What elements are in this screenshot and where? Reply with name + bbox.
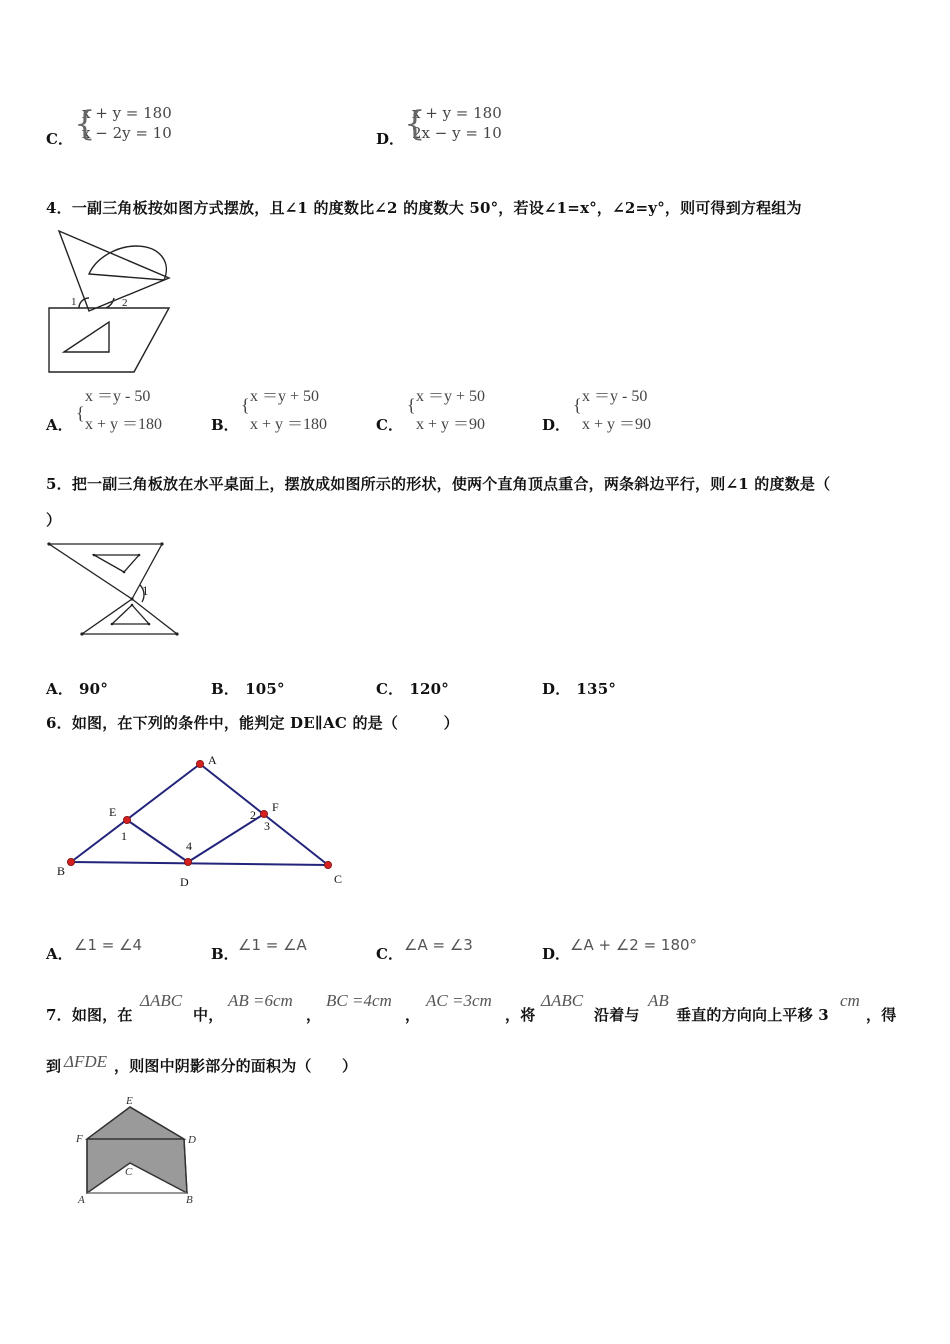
- brace-icon: {: [404, 104, 426, 144]
- q7-text-line2b: ，则图中阴影部分的面积为（ ）: [114, 1057, 358, 1075]
- q3-option-c-equations: { x + y = 180 x − 2y = 10: [74, 104, 172, 144]
- q7-ac-length: AC =3cm: [426, 991, 492, 1010]
- triangle-cutout: [64, 322, 109, 352]
- q5-text-line1: 5．把一副三角板放在水平桌面上，摆放成如图所示的形状，使两个直角顶点重合，两条斜边平行，则∠1 的度数是（: [46, 475, 831, 493]
- q5-text-line2: ）: [46, 511, 62, 529]
- q4-option-a-label: A．: [46, 416, 73, 434]
- q7-text-part5: 垂直的方向向上平移 3: [676, 1006, 829, 1024]
- q7-text-part6: ，得: [866, 1006, 897, 1024]
- q4-option-a-equations: { x ＝y - 50 x + y ＝180: [76, 388, 163, 433]
- q7-triangle-fde: ΔFDE: [64, 1052, 108, 1071]
- q6-option-b-value: ∠1 = ∠A: [238, 936, 307, 954]
- segment-ed: [127, 820, 188, 862]
- segment-ba: [71, 764, 200, 862]
- q6-option-d: D．: [542, 945, 571, 963]
- q7-ab-length: AB =6cm: [228, 991, 293, 1010]
- point-d-label: D: [180, 875, 189, 889]
- q6-option-c-value: ∠A = ∠3: [404, 936, 473, 954]
- angle-1-label: 1: [121, 829, 127, 843]
- lower-set-square: [82, 599, 177, 634]
- q7-comma-1: ，: [306, 1006, 322, 1024]
- q5-option-a: A． 90°: [46, 680, 109, 698]
- q7-text-line2a: 到: [46, 1057, 62, 1075]
- upper-cutout: [94, 555, 139, 572]
- brace-icon: {: [76, 403, 85, 423]
- protractor-cutout: [89, 246, 166, 280]
- q6-option-a-value: ∠1 = ∠4: [74, 936, 143, 954]
- q5-figure: [44, 537, 184, 639]
- point-b-label: B: [57, 864, 66, 878]
- q5-option-d: D． 135°: [542, 680, 617, 698]
- point-c-label: C: [125, 1166, 133, 1178]
- point-d-label: D: [188, 1134, 196, 1146]
- brace-icon: {: [241, 395, 250, 415]
- shaded-region: [87, 1107, 187, 1193]
- q7-text-part1: 7．如图，在: [46, 1006, 133, 1024]
- angle-1-label: 1: [142, 583, 149, 598]
- q6-option-c: C．: [376, 945, 403, 963]
- angle-1-label: 1: [71, 296, 77, 308]
- point-c-label: C: [334, 872, 343, 886]
- q3-option-d-label: D．: [376, 130, 405, 148]
- brace-icon: {: [573, 395, 582, 415]
- q7-comma-2: ，: [405, 1006, 421, 1024]
- q7-text-part3: ，将: [505, 1006, 536, 1024]
- point-f-label: F: [272, 800, 279, 814]
- q4-option-c-equations: { x ＝y + 50 x + y ＝90: [407, 388, 486, 433]
- q7-triangle-abc-2: ΔABC: [541, 991, 584, 1010]
- q4-option-d-equations: { x ＝y - 50 x + y ＝90: [573, 388, 652, 433]
- angle-2-label: 2: [250, 808, 256, 822]
- q7-bc-length: BC =4cm: [326, 991, 392, 1010]
- angle-4-label: 4: [186, 839, 192, 853]
- q6-text: 6．如图，在下列的条件中，能判定 DE∥AC 的是（ ）: [46, 714, 459, 732]
- point-a-label: A: [208, 753, 217, 767]
- q6-option-b: B．: [211, 945, 239, 963]
- q4-option-b-label: B．: [211, 416, 239, 434]
- q5-option-c: C． 120°: [376, 680, 449, 698]
- q6-option-d-value: ∠A + ∠2 = 180°: [570, 936, 698, 954]
- q7-ab-label: AB: [648, 991, 669, 1010]
- q7-triangle-abc: ΔABC: [140, 991, 183, 1010]
- q4-figure: [44, 226, 174, 378]
- q3-option-d-equations: { x + y = 180 2x − y = 10: [404, 104, 502, 144]
- q3-option-c-label: C．: [46, 130, 73, 148]
- q7-figure: [72, 1093, 207, 1211]
- segment-bc: [71, 862, 328, 865]
- q7-text-part4: 沿着与: [594, 1006, 640, 1024]
- angle-3-label: 3: [264, 819, 270, 833]
- q4-option-b-equations: { x ＝y + 50 x + y ＝180: [241, 388, 328, 433]
- q6-option-a: A．: [46, 945, 73, 963]
- q6-figure: [50, 750, 360, 895]
- q4-option-d-label: D．: [542, 416, 571, 434]
- q4-text: 4．一副三角板按如图方式摆放，且∠1 的度数比∠2 的度数大 50°，若设∠1=x°，∠2=y°，则可得到方程组为: [46, 199, 802, 217]
- q5-option-b: B． 105°: [211, 680, 285, 698]
- brace-icon: {: [74, 104, 96, 144]
- angle-2-label: 2: [122, 297, 128, 309]
- q7-cm-unit: cm: [840, 991, 860, 1010]
- q7-text-part2: 中，: [193, 1006, 224, 1024]
- brace-icon: {: [407, 395, 416, 415]
- point-b-label: B: [186, 1194, 193, 1206]
- point-a-label: A: [78, 1194, 85, 1206]
- point-e-label: E: [126, 1095, 133, 1107]
- q4-option-c-label: C．: [376, 416, 403, 434]
- point-f-label: F: [76, 1133, 83, 1145]
- point-e-label: E: [109, 805, 117, 819]
